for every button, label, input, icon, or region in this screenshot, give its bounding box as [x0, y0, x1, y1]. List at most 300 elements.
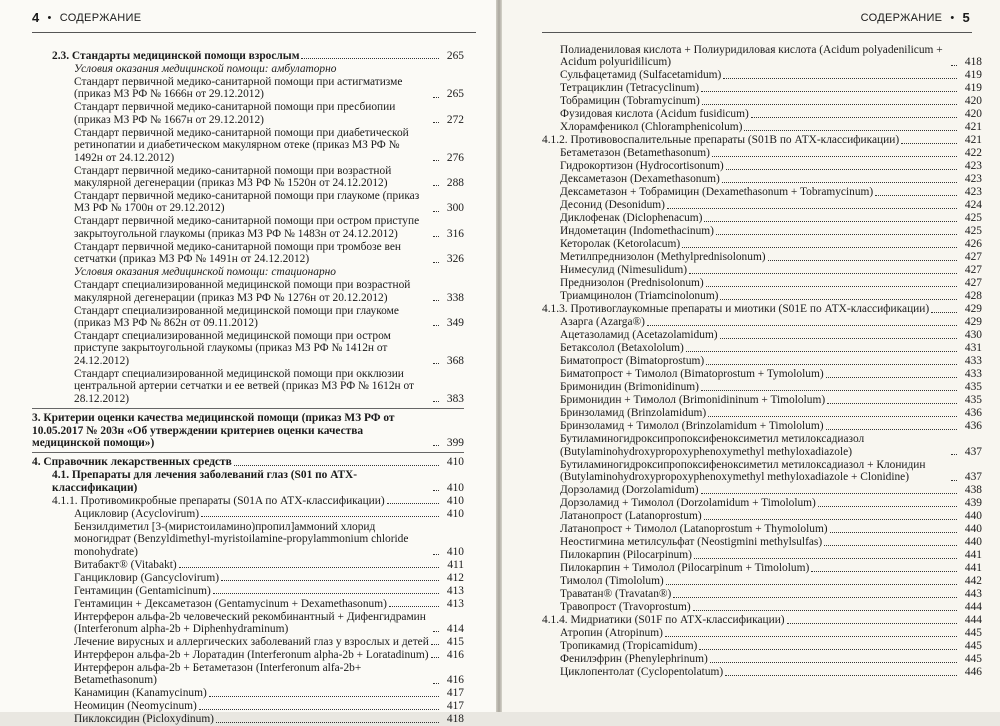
toc-entry[interactable]	[32, 559, 464, 571]
toc-page-number: 338	[446, 291, 464, 304]
dot-leader	[433, 122, 439, 123]
dot-leader	[387, 503, 439, 504]
dot-leader	[951, 480, 957, 481]
toc-page-number: 429	[964, 303, 982, 316]
dot-leader	[701, 91, 957, 92]
dot-leader	[389, 606, 439, 607]
toc-entry-title: Стандарт первичной медико-санитарной помощи при пресбиопии (приказ МЗ РФ № 1667н от 29.12.2012)	[74, 101, 396, 126]
toc-entry-title: Латанопрост + Тимолол (Latanoprostum + Thymololum)	[560, 523, 828, 536]
dot-leader	[221, 580, 439, 581]
dot-leader	[744, 130, 957, 131]
toc-list-left	[32, 50, 464, 726]
toc-page-number: 413	[446, 584, 464, 597]
toc-entry[interactable]	[32, 585, 464, 597]
toc-entry[interactable]	[32, 598, 464, 610]
toc-page-number: 416	[446, 648, 464, 661]
toc-entry[interactable]	[542, 303, 982, 315]
toc-entry[interactable]	[32, 572, 464, 584]
toc-entry[interactable]	[32, 330, 464, 367]
right-page	[502, 0, 1000, 712]
toc-entry-title: Бринзоламид + Тимолол (Brinzolamidum + Timololum)	[560, 420, 824, 433]
dot-leader	[234, 465, 439, 466]
dot-leader	[431, 644, 439, 645]
toc-entry[interactable]	[542, 562, 982, 574]
toc-entry[interactable]	[542, 394, 982, 406]
toc-entry-title: Биматопрост + Тимолол (Bimatoprostum + Tymololum)	[560, 368, 824, 381]
dot-leader	[827, 403, 957, 404]
toc-entry[interactable]	[32, 495, 464, 507]
toc-entry[interactable]	[542, 238, 982, 250]
right-header	[861, 10, 970, 25]
dot-leader	[722, 182, 957, 183]
dot-leader	[209, 696, 439, 697]
toc-page-number: 288	[446, 177, 464, 190]
toc-entry-title: Метилпреднизолон (Methylprednisolonum)	[560, 251, 766, 264]
toc-entry[interactable]	[542, 342, 982, 354]
section-divider	[32, 452, 464, 453]
dot-leader	[433, 445, 439, 446]
toc-entry-title: Дексаметазон + Тобрамицин (Dexamethasonum + Tobramycinum)	[560, 186, 874, 199]
toc-entry[interactable]	[542, 627, 982, 639]
toc-entry-title: Траватан® (Travatan®)	[560, 588, 672, 601]
toc-entry-title: Стандарт первичной медико-санитарной помощи при остром приступе закрытоугольной глаукомы (приказ МЗ РФ № 1483н от 24.12.2012)	[74, 215, 420, 240]
toc-entry-title: Канамицин (Kanamycinum)	[74, 687, 207, 700]
toc-entry-title: Ацикловир (Acyclovirum)	[74, 507, 200, 520]
header-rule	[32, 32, 476, 33]
dot-leader	[701, 493, 957, 494]
toc-page-number: 445	[964, 640, 982, 653]
toc-entry-title: Стандарт первичной медико-санитарной помощи при астигматизме (приказ МЗ РФ № 1666н от 29.12.2012)	[74, 76, 403, 101]
toc-entry-title: Интерферон альфа-2b + Бетаметазон (Interferonum alfa-2b+ Betamethasonum)	[74, 661, 362, 687]
toc-section[interactable]	[32, 469, 464, 494]
toc-entry-title: 4.1.2. Противовоспалительные препараты (S01B по АТХ-классификации)	[542, 134, 900, 147]
toc-page-number: 399	[446, 436, 464, 449]
dot-leader	[701, 390, 957, 391]
dot-leader	[433, 683, 439, 684]
toc-entry-title: Фузидовая кислота (Acidum fusidicum)	[560, 108, 749, 121]
dot-leader	[826, 429, 957, 430]
toc-page-number: 427	[964, 251, 982, 264]
toc-entry-title: Полиадениловая кислота + Полиуридиловая кислота (Acidum polyadenilicum + Acidum polyuridilicum)	[560, 44, 943, 69]
toc-entry[interactable]	[542, 497, 982, 509]
toc-page-number: 421	[964, 134, 982, 147]
toc-page-number: 316	[446, 227, 464, 240]
dot-leader	[951, 65, 957, 66]
toc-page-number: 445	[964, 653, 982, 666]
dot-leader	[666, 584, 957, 585]
toc-page-number: 436	[964, 407, 982, 420]
toc-page-number: 425	[964, 212, 982, 225]
toc-entry[interactable]	[542, 225, 982, 237]
dot-leader	[704, 519, 957, 520]
left-header	[32, 10, 141, 25]
header-title: СОДЕРЖАНИЕ	[860, 11, 943, 24]
toc-entry-title: Дексаметазон (Dexamethasonum)	[560, 173, 720, 186]
toc-entry[interactable]	[32, 190, 464, 215]
toc-page-number: 446	[964, 666, 982, 679]
toc-page-number: 415	[446, 635, 464, 648]
toc-page-number: 368	[446, 354, 464, 367]
toc-entry-title: Неостигмина метилсульфат (Neostigmini methylsulfas)	[560, 536, 823, 549]
toc-entry-title: Десонид (Desonidum)	[560, 199, 665, 212]
toc-entry-title: Пиклоксидин (Picloxydinum)	[74, 713, 214, 726]
toc-entry-title: Бетаметазон (Betamethasonum)	[560, 147, 710, 160]
dot-leader	[706, 364, 957, 365]
dot-leader	[433, 185, 439, 186]
dot-leader	[686, 351, 957, 352]
toc-entry[interactable]	[32, 101, 464, 126]
toc-entry[interactable]	[542, 484, 982, 496]
dot-leader	[433, 160, 439, 161]
toc-page-number: 383	[446, 392, 464, 405]
toc-entry[interactable]	[32, 508, 464, 520]
dot-leader	[708, 416, 957, 417]
section-divider	[32, 408, 464, 409]
toc-entry[interactable]	[542, 69, 982, 81]
toc-entry[interactable]	[542, 614, 982, 626]
toc-entry-title: Стандарт первичной медико-санитарной помощи при диабетической ретинопатии и диабетическом макулярном отеке (приказ МЗ РФ № 1492н от 24.12.2012)	[74, 126, 409, 164]
toc-entry-title: Хлорамфеникол (Chloramphenicolum)	[560, 121, 743, 134]
dot-leader	[431, 657, 439, 658]
toc-entry[interactable]	[542, 147, 982, 159]
toc-entry-title: Стандарт специализированной медицинской помощи при возрастной макулярной дегенерации (приказ МЗ РФ № 1276н от 20.12.2012)	[74, 279, 411, 304]
toc-entry-title: Стандарт специализированной медицинской помощи при окклюзии центральной артерии сетчатки и ее ветвей (приказ МЗ РФ № 1612н от 28.12.2012)	[74, 367, 415, 405]
toc-page-number: 443	[964, 588, 982, 601]
toc-entry[interactable]	[542, 316, 982, 328]
toc-entry-title: Стандарт первичной медико-санитарной помощи при глаукоме (приказ МЗ РФ № 1700н от 29.12.2012)	[74, 190, 420, 215]
toc-entry[interactable]	[542, 199, 982, 211]
toc-page-number: 440	[964, 523, 982, 536]
toc-page-number: 441	[964, 549, 982, 562]
toc-entry-title: Циклопентолат (Cyclopentolatum)	[560, 666, 724, 679]
toc-section[interactable]	[32, 412, 464, 449]
dot-leader	[199, 709, 439, 710]
toc-list-right	[542, 44, 982, 679]
toc-entry[interactable]	[542, 368, 982, 380]
toc-entry[interactable]	[542, 95, 982, 107]
toc-page-number: 427	[964, 277, 982, 290]
dot-leader	[693, 610, 957, 611]
toc-page-number: 412	[446, 571, 464, 584]
toc-entry[interactable]	[542, 277, 982, 289]
dot-leader	[433, 401, 439, 402]
toc-entry[interactable]	[542, 640, 982, 652]
toc-page-number: 417	[446, 687, 464, 700]
toc-entry[interactable]	[542, 355, 982, 367]
toc-entry-title: Атропин (Atropinum)	[560, 627, 663, 640]
toc-entry-title: Лечение вирусных и аллергических заболеваний глаз у взрослых и детей	[74, 635, 429, 648]
toc-entry[interactable]	[542, 251, 982, 263]
toc-entry[interactable]	[32, 636, 464, 648]
toc-page-number: 420	[964, 108, 982, 121]
toc-entry-title: Нимесулид (Nimesulidum)	[560, 264, 687, 277]
toc-entry-title: Травопрост (Travoprostum)	[560, 601, 691, 614]
toc-entry-title: 4.1.1. Противомикробные препараты (S01A по АТХ-классификации)	[52, 494, 385, 507]
toc-entry-title: Латанопрост (Latanoprostum)	[560, 510, 702, 523]
toc-entry-title: Неомицин (Neomycinum)	[74, 700, 197, 713]
toc-page-number: 423	[964, 186, 982, 199]
dot-leader	[667, 208, 957, 209]
toc-page-number: 419	[964, 82, 982, 95]
toc-entry[interactable]	[542, 459, 982, 484]
toc-page-number: 410	[446, 507, 464, 520]
toc-entry-title: Интерферон альфа-2b человеческий рекомбинантный + Дифенгидрамин (Interferonum alpha-2b + Diphenhydraminum)	[74, 610, 426, 635]
dot-leader	[830, 532, 957, 533]
toc-entry-title: Сульфацетамид (Sulfacetamidum)	[560, 69, 722, 82]
toc-page-number: 265	[446, 88, 464, 101]
toc-entry-title: 3. Критерии оценки качества медицинской помощи (приказ МЗ РФ от 10.05.2017 № 203н «Об утверждении критериев оценки качества медицинской помощи»)	[32, 412, 395, 449]
toc-entry-title: Фенилэфрин (Phenylephrinum)	[560, 653, 708, 666]
toc-entry-title: Витабакт® (Vitabakt)	[74, 558, 177, 571]
dot-leader	[213, 593, 439, 594]
dot-leader	[725, 675, 957, 676]
toc-entry[interactable]	[32, 279, 464, 304]
bullet-icon: •	[950, 11, 955, 24]
toc-entry-title: Ацетазоламид (Acetazolamidum)	[560, 329, 718, 342]
toc-entry-title: 4.1.3. Противоглаукомные препараты и миотики (S01E по АТХ-классификации)	[542, 303, 930, 316]
toc-page-number: 427	[964, 264, 982, 277]
dot-leader	[665, 636, 957, 637]
toc-page-number: 419	[964, 69, 982, 82]
toc-entry[interactable]	[542, 108, 982, 120]
dot-leader	[673, 597, 957, 598]
header-title: СОДЕРЖАНИЕ	[59, 11, 142, 24]
toc-page-number: 416	[446, 674, 464, 687]
toc-page-number: 445	[964, 627, 982, 640]
dot-leader	[682, 247, 957, 248]
dot-leader	[712, 156, 957, 157]
toc-entry-title: Бутиламиногидроксипропоксифеноксиметил метилоксадиазол + Клонидин (Butylaminohydroxypropoxyphenoxymethyl methyloxadiazole + Clonidine)	[560, 458, 926, 484]
toc-entry[interactable]	[542, 186, 982, 198]
dot-leader	[768, 260, 957, 261]
toc-entry-title: 2.3. Стандарты медицинской помощи взрослым	[52, 50, 300, 62]
toc-page-number: 429	[964, 316, 982, 329]
dot-leader	[689, 273, 957, 274]
toc-entry-title: Гидрокортизон (Hydrocortisonum)	[560, 160, 724, 173]
toc-entry[interactable]	[542, 510, 982, 522]
toc-page-number: 441	[964, 562, 982, 575]
dot-leader	[702, 104, 957, 105]
toc-entry[interactable]	[32, 305, 464, 330]
toc-entry-title: 4.1.4. Мидриатики (S01F по АТХ-классификации)	[542, 614, 785, 627]
toc-entry-title: Стандарт первичной медико-санитарной помощи при тромбозе вен сетчатки (приказ МЗ РФ № 1491н от 24.12.2012)	[74, 240, 401, 266]
dot-leader	[201, 516, 439, 517]
toc-entry-title: Бетаксолол (Betaxololum)	[560, 342, 684, 355]
toc-entry[interactable]	[542, 212, 982, 224]
toc-entry[interactable]	[542, 575, 982, 587]
dot-leader	[751, 117, 957, 118]
page-number: 4	[32, 10, 40, 25]
dot-leader	[951, 454, 957, 455]
toc-entry[interactable]	[542, 134, 982, 146]
dot-leader	[826, 377, 957, 378]
toc-page-number: 435	[964, 381, 982, 394]
dot-leader	[433, 211, 439, 212]
header-rule	[542, 32, 972, 33]
toc-entry-title: 4.1. Препараты для лечения заболеваний глаз (S01 по АТХ-классификации)	[52, 469, 358, 494]
toc-entry-title: Стандарт специализированной медицинской помощи при остром приступе закрытоугольной глаукомы (приказ МЗ РФ № 1412н от 24.12.2012)	[74, 330, 391, 367]
toc-entry[interactable]	[542, 407, 982, 419]
toc-page-number: 425	[964, 225, 982, 238]
toc-page-number: 276	[446, 151, 464, 164]
toc-entry[interactable]	[542, 653, 982, 665]
toc-page-number: 444	[964, 614, 982, 627]
toc-page-number: 349	[446, 317, 464, 330]
toc-section[interactable]	[32, 456, 464, 468]
toc-page-number: 426	[964, 238, 982, 251]
toc-entry[interactable]	[542, 44, 982, 69]
toc-entry[interactable]	[32, 127, 464, 164]
toc-entry[interactable]	[32, 215, 464, 240]
toc-page-number: 410	[446, 545, 464, 558]
dot-leader	[818, 506, 957, 507]
toc-page-number: 421	[964, 121, 982, 134]
toc-entry-title: Бримонидин (Brimonidinum)	[560, 381, 699, 394]
toc-entry-title: Дорзоламид (Dorzolamidum)	[560, 484, 699, 497]
toc-entry[interactable]	[542, 523, 982, 535]
toc-page-number: 438	[964, 484, 982, 497]
toc-page-number: 410	[446, 494, 464, 507]
toc-entry[interactable]	[32, 662, 464, 687]
toc-page-number: 433	[964, 355, 982, 368]
toc-entry[interactable]	[32, 611, 464, 636]
toc-entry-title: Биматопрост (Bimatoprostum)	[560, 355, 705, 368]
dot-leader	[433, 236, 439, 237]
toc-page-number: 272	[446, 113, 464, 126]
toc-page-number: 414	[446, 622, 464, 635]
toc-page-number: 444	[964, 601, 982, 614]
dot-leader	[433, 300, 439, 301]
toc-entry[interactable]	[542, 160, 982, 172]
dot-leader	[216, 722, 439, 723]
dot-leader	[179, 567, 439, 568]
toc-entry[interactable]	[32, 521, 464, 558]
toc-page-number: 436	[964, 420, 982, 433]
toc-entry-title: Тетрациклин (Tetracyclinum)	[560, 82, 700, 95]
toc-entry[interactable]	[542, 549, 982, 561]
dot-leader	[901, 143, 957, 144]
toc-page-number: 300	[446, 202, 464, 215]
bullet-icon: •	[47, 11, 52, 24]
dot-leader	[710, 662, 957, 663]
toc-entry[interactable]	[542, 536, 982, 548]
toc-page-number: 423	[964, 160, 982, 173]
toc-entry[interactable]	[32, 241, 464, 266]
dot-leader	[433, 490, 439, 491]
dot-leader	[716, 234, 957, 235]
toc-page-number: 265	[446, 50, 464, 62]
toc-page-number: 417	[446, 700, 464, 713]
toc-page-number: 411	[447, 558, 464, 571]
toc-entry-title: Триамцинолон (Triamcinolonum)	[560, 290, 719, 303]
dot-leader	[706, 286, 957, 287]
toc-entry[interactable]	[32, 687, 464, 699]
toc-entry-title: Азарга (Azarga®)	[560, 316, 645, 329]
dot-leader	[726, 169, 957, 170]
toc-page-number: 437	[964, 471, 982, 484]
toc-page-number: 326	[446, 253, 464, 266]
toc-entry-title: Кеторолак (Ketorolacum)	[560, 238, 681, 251]
toc-page-number: 424	[964, 199, 982, 212]
dot-leader	[433, 631, 439, 632]
toc-entry[interactable]	[32, 368, 464, 405]
toc-entry[interactable]	[542, 121, 982, 133]
toc-page-number: 410	[446, 456, 464, 469]
toc-page-number: 435	[964, 394, 982, 407]
toc-note: Условия оказания медицинской помощи: амбулаторно	[74, 63, 337, 75]
toc-entry[interactable]	[542, 290, 982, 302]
dot-leader	[433, 97, 439, 98]
toc-entry-title: Бензилдиметил [3-(миристоиламино)пропил]аммоний хлорид моногидрат (Benzyldimethyl-myristoilamine-propylammonium chloride monohydrate)	[74, 520, 409, 558]
toc-page-number: 442	[964, 575, 982, 588]
toc-page-number: 420	[964, 95, 982, 108]
dot-leader	[704, 221, 957, 222]
dot-leader	[433, 325, 439, 326]
toc-entry-title: Интерферон альфа-2b + Лоратадин (Interferonum alpha-2b + Loratadinum)	[74, 648, 429, 661]
toc-entry[interactable]	[542, 329, 982, 341]
toc-entry[interactable]	[32, 165, 464, 190]
toc-entry-title: Бримонидин + Тимолол (Brimonidininum + Timololum)	[560, 394, 826, 407]
toc-page-number: 437	[964, 445, 982, 458]
toc-entry[interactable]	[32, 713, 464, 725]
dot-leader	[433, 262, 439, 263]
dot-leader	[694, 558, 957, 559]
toc-entry-title: Пилокарпин (Pilocarpinum)	[560, 549, 692, 562]
toc-section[interactable]	[32, 50, 464, 62]
toc-entry[interactable]	[542, 433, 982, 458]
dot-leader	[699, 649, 957, 650]
toc-entry[interactable]	[542, 381, 982, 393]
toc-page-number: 433	[964, 368, 982, 381]
toc-entry-title: 4. Справочник лекарственных средств	[32, 456, 232, 469]
toc-page-number: 418	[446, 713, 464, 726]
toc-entry-title: Бутиламиногидроксипропоксифеноксиметил метилоксадиазол (Butylaminohydroxypropoxyphenoxymethyl methyloxadiazole)	[560, 433, 865, 458]
toc-entry[interactable]	[542, 264, 982, 276]
toc-entry[interactable]	[542, 601, 982, 613]
toc-page-number: 440	[964, 510, 982, 523]
toc-page-number: 430	[964, 329, 982, 342]
toc-entry[interactable]	[32, 76, 464, 101]
toc-entry-title: Преднизолон (Prednisolonum)	[560, 277, 704, 290]
page-number: 5	[962, 10, 970, 25]
dot-leader	[720, 299, 957, 300]
dot-leader	[720, 338, 957, 339]
toc-page-number: 413	[446, 597, 464, 610]
dot-leader	[301, 58, 439, 59]
toc-entry-title: Тобрамицин (Tobramycinum)	[560, 95, 700, 108]
toc-entry-title: Тропикамид (Tropicamidum)	[560, 640, 698, 653]
toc-entry[interactable]	[542, 420, 982, 432]
toc-entry[interactable]	[542, 588, 982, 600]
toc-page-number: 422	[964, 147, 982, 160]
toc-entry-title: Тимолол (Timololum)	[560, 575, 664, 588]
toc-entry-title: Стандарт первичной медико-санитарной помощи при возрастной макулярной дегенерации (приказ МЗ РФ № 1520н от 24.12.2012)	[74, 164, 392, 190]
left-page	[0, 0, 496, 726]
toc-note: Условия оказания медицинской помощи: стационарно	[74, 266, 337, 279]
toc-page-number: 431	[964, 342, 982, 355]
toc-entry-title: Бринзоламид (Brinzolamidum)	[560, 407, 707, 420]
toc-entry-title: Гентамицин + Дексаметазон (Gentamycinum + Dexamethasonum)	[74, 597, 387, 610]
toc-entry-title: Стандарт специализированной медицинской помощи при глаукоме (приказ МЗ РФ № 862н от 09.11.2012)	[74, 304, 399, 330]
toc-entry-title: Ганцикловир (Gancyclovirum)	[74, 571, 220, 584]
toc-entry[interactable]	[32, 649, 464, 661]
toc-entry[interactable]	[542, 82, 982, 94]
toc-entry[interactable]	[32, 700, 464, 712]
toc-entry[interactable]	[542, 173, 982, 185]
dot-leader	[647, 325, 957, 326]
toc-page-number: 428	[964, 290, 982, 303]
toc-entry[interactable]	[542, 666, 982, 678]
